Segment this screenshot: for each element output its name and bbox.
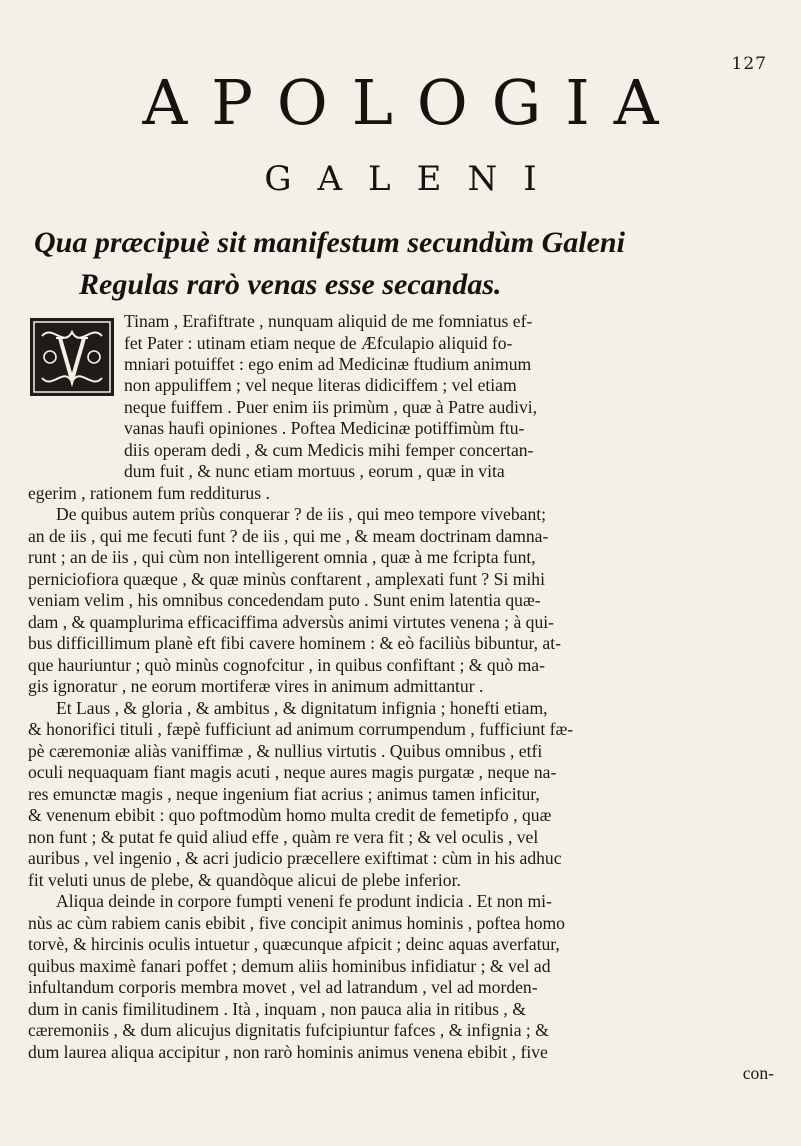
title-sub: GALENI [264, 159, 563, 199]
text-line: mniari potuiffet : ego enim ad Medicinæ ftudium animum [124, 354, 532, 374]
text-line: vanas haufi opiniones . Poftea Medicinæ potiffimùm ftu- [124, 418, 525, 438]
title-main: APOLOGIA [142, 66, 683, 139]
text-line: auribus , vel ingenio , & acri judicio præcellere exiftimat : cùm in his adhuc [28, 848, 562, 868]
text-line: & venenum ebibit : quo poftmodùm homo multa credit de femetipfo , quæ [28, 805, 552, 825]
text-line: non funt ; & putat fe quid aliud effe , quàm re vera fit ; & vel oculis , vel [28, 826, 539, 847]
text-line: Aliqua deinde in corpore fumpti veneni fe produnt indicia . Et non mi- [56, 891, 552, 911]
section-heading [34, 222, 774, 306]
text-line: non appuliffem ; vel neque literas didiciffem ; vel etiam [124, 375, 517, 395]
text-line: egerim , rationem fum redditurus . [28, 482, 270, 503]
text-line: runt ; an de iis , qui cùm non intelligerent omnia , quæ à me fcripta funt, [28, 547, 536, 567]
body-text [28, 375, 778, 1085]
catchword: con- [742, 1063, 774, 1083]
text-line: veniam velim , his omnibus concedendam puto . Sunt enim latentia quæ- [28, 590, 541, 610]
text-line: que hauriuntur ; quò minùs cognofcitur , in quibus confiftant ; & quò ma- [28, 654, 545, 675]
text-line: oculi nequaquam fiant magis acuti , neque aures magis purgatæ , neque na- [28, 762, 557, 782]
text-line: fet Pater : utinam etiam neque de Æfculapio aliquid fo- [124, 332, 513, 353]
text-line: dum laurea aliqua accipitur , non rarò hominis animus venena ebibit , five [28, 1041, 548, 1062]
text-line: fit veluti unus de plebe, & quandòque alicui de plebe inferior. [28, 869, 461, 890]
text-line: infultandum corporis membra movet , vel ad latrandum , vel ad morden- [28, 977, 538, 997]
text-line: dum fuit , & nunc etiam mortuus , eorum , quæ in vita [124, 461, 505, 481]
text-line: bus difficillimum planè eft fibi cavere hominem : & eò faciliùs bibuntur, at- [28, 633, 561, 653]
text-line: res emunctæ magis , neque ingenium fiat acrius ; animus tamen inficitur, [28, 783, 540, 804]
text-line: pè cæremoniæ aliàs vaniffimæ , & nullius virtutis . Quibus omnibus , etfi [28, 740, 543, 761]
text-line: De quibus autem priùs conquerar ? de iis , qui meo tempore vivebant; [56, 504, 547, 524]
heading-line-2: Regulas rarò venas esse secandas. [79, 268, 502, 301]
text-line: neque fuiffem . Puer enim iis primùm , quæ à Patre audivi, [124, 396, 538, 417]
text-line: torvè, & hircinis oculis intuetur , quæcunque afpicit ; deinc aquas averfatur, [28, 934, 560, 954]
text-line: cæremoniis , & dum alicujus dignitatis fufcipiuntur fafces , & infignia ; & [28, 1020, 549, 1040]
text-line: an de iis , qui me fecuti funt ? de iis , qui me , & meam doctrinam damna- [28, 525, 549, 546]
text-line: diis operam dedi , & cum Medicis mihi femper concertan- [124, 439, 534, 460]
first-paragraph-indented [124, 311, 770, 376]
text-line: quibus maximè fanari poffet ; demum aliis hominibus infidiatur ; & vel ad [28, 955, 551, 976]
text-line: & honorifici tituli , fæpè fufficiunt ad animum corrumpendum , fufficiunt fæ- [28, 719, 574, 739]
text-line: dam , & quamplurima efficaciffima adversùs animi virtutes venena ; à qui- [28, 611, 555, 632]
text-line: perniciofiora quæque , & quæ minùs conftarent , amplexati funt ? Si mihi [28, 568, 545, 589]
text-line: dum in canis fimilitudinem . Ità , inquam , non pauca alia in ritibus , & [28, 998, 526, 1019]
page-number: 127 [731, 54, 767, 74]
text-line: nùs ac cùm rabiem canis ebibit , five concipit animus hominis , poftea homo [28, 912, 565, 933]
text-line: gis ignoratur , ne eorum mortiferæ vires in animum admittantur . [28, 676, 484, 696]
text-line: Et Laus , & gloria , & ambitus , & dignitatum infignia ; honefti etiam, [56, 697, 548, 718]
heading-line-1: Qua præcipuè sit manifestum secundùm Galeni [34, 226, 625, 259]
text-line: Tinam , Erafiftrate , nunquam aliquid de me fomniatus ef- [124, 311, 533, 331]
